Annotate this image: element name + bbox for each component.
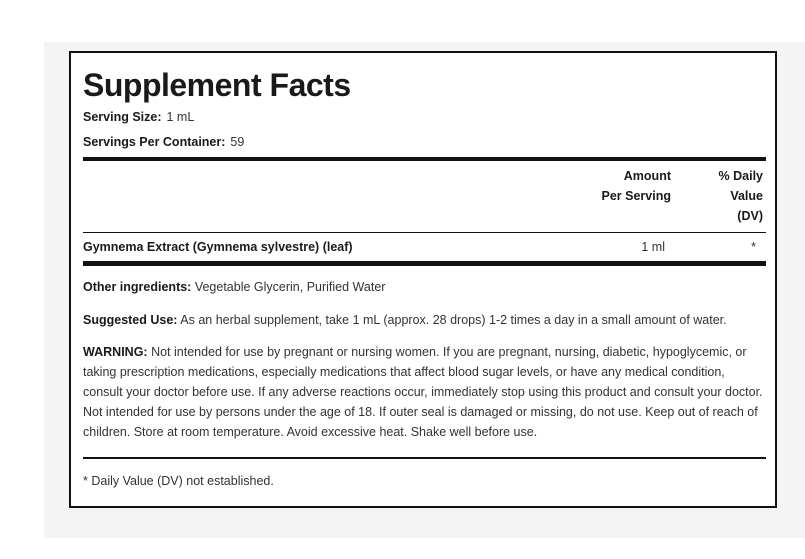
ingredient-name: Gymnema Extract (Gymnema sylvestre) (leaf) bbox=[83, 240, 353, 254]
dv-header-line3: (DV) bbox=[737, 209, 763, 223]
servings-per-container-value: 59 bbox=[230, 135, 245, 149]
other-ingredients bbox=[83, 277, 766, 297]
panel-title: Supplement Facts bbox=[83, 67, 351, 103]
thick-divider-bottom bbox=[83, 261, 766, 266]
amount-header-line1: Amount bbox=[623, 169, 671, 183]
supplement-facts-panel bbox=[69, 51, 777, 508]
servings-per-container bbox=[83, 135, 244, 149]
dv-header-line1: % Daily bbox=[718, 169, 763, 183]
warning bbox=[83, 342, 766, 442]
suggested-use-label: Suggested Use: bbox=[83, 313, 178, 327]
daily-value-footnote: * Daily Value (DV) not established. bbox=[83, 474, 274, 488]
warning-text: Not intended for use by pregnant or nursing women. If you are pregnant, nursing, diabetic, hypoglycemic, or taking prescription medications, especially medications that affect blood sugar levels, or have any medical condition, consult your doctor before use. If any adverse reactions occur, immediately stop using this product and consult your doctor. Not intended for use by persons under the age of 18. If outer seal is damaged or missing, do not use. Keep out of reach of children. Store at room temperature. Avoid excessive heat. Shake well before use. bbox=[83, 345, 763, 439]
header-divider bbox=[83, 232, 766, 233]
warning-label: WARNING: bbox=[83, 345, 148, 359]
dv-column-header bbox=[719, 166, 763, 226]
thick-divider bbox=[83, 157, 766, 161]
serving-size-label: Serving Size: bbox=[83, 110, 162, 124]
ingredient-dv: * bbox=[751, 240, 756, 254]
dv-header-line2: Value bbox=[730, 189, 763, 203]
ingredient-amount: 1 ml bbox=[641, 240, 665, 254]
servings-per-container-label: Servings Per Container: bbox=[83, 135, 226, 149]
serving-size-value: 1 mL bbox=[166, 110, 195, 124]
suggested-use-text: As an herbal supplement, take 1 mL (approx. 28 drops) 1-2 times a day in a small amount of water. bbox=[180, 313, 727, 327]
other-ingredients-text: Vegetable Glycerin, Purified Water bbox=[194, 280, 386, 294]
serving-size bbox=[83, 110, 194, 124]
amount-column-header bbox=[602, 166, 671, 206]
other-ingredients-label: Other ingredients: bbox=[83, 280, 192, 294]
footnote-divider bbox=[83, 457, 766, 459]
amount-header-line2: Per Serving bbox=[601, 189, 671, 203]
suggested-use bbox=[83, 310, 766, 330]
